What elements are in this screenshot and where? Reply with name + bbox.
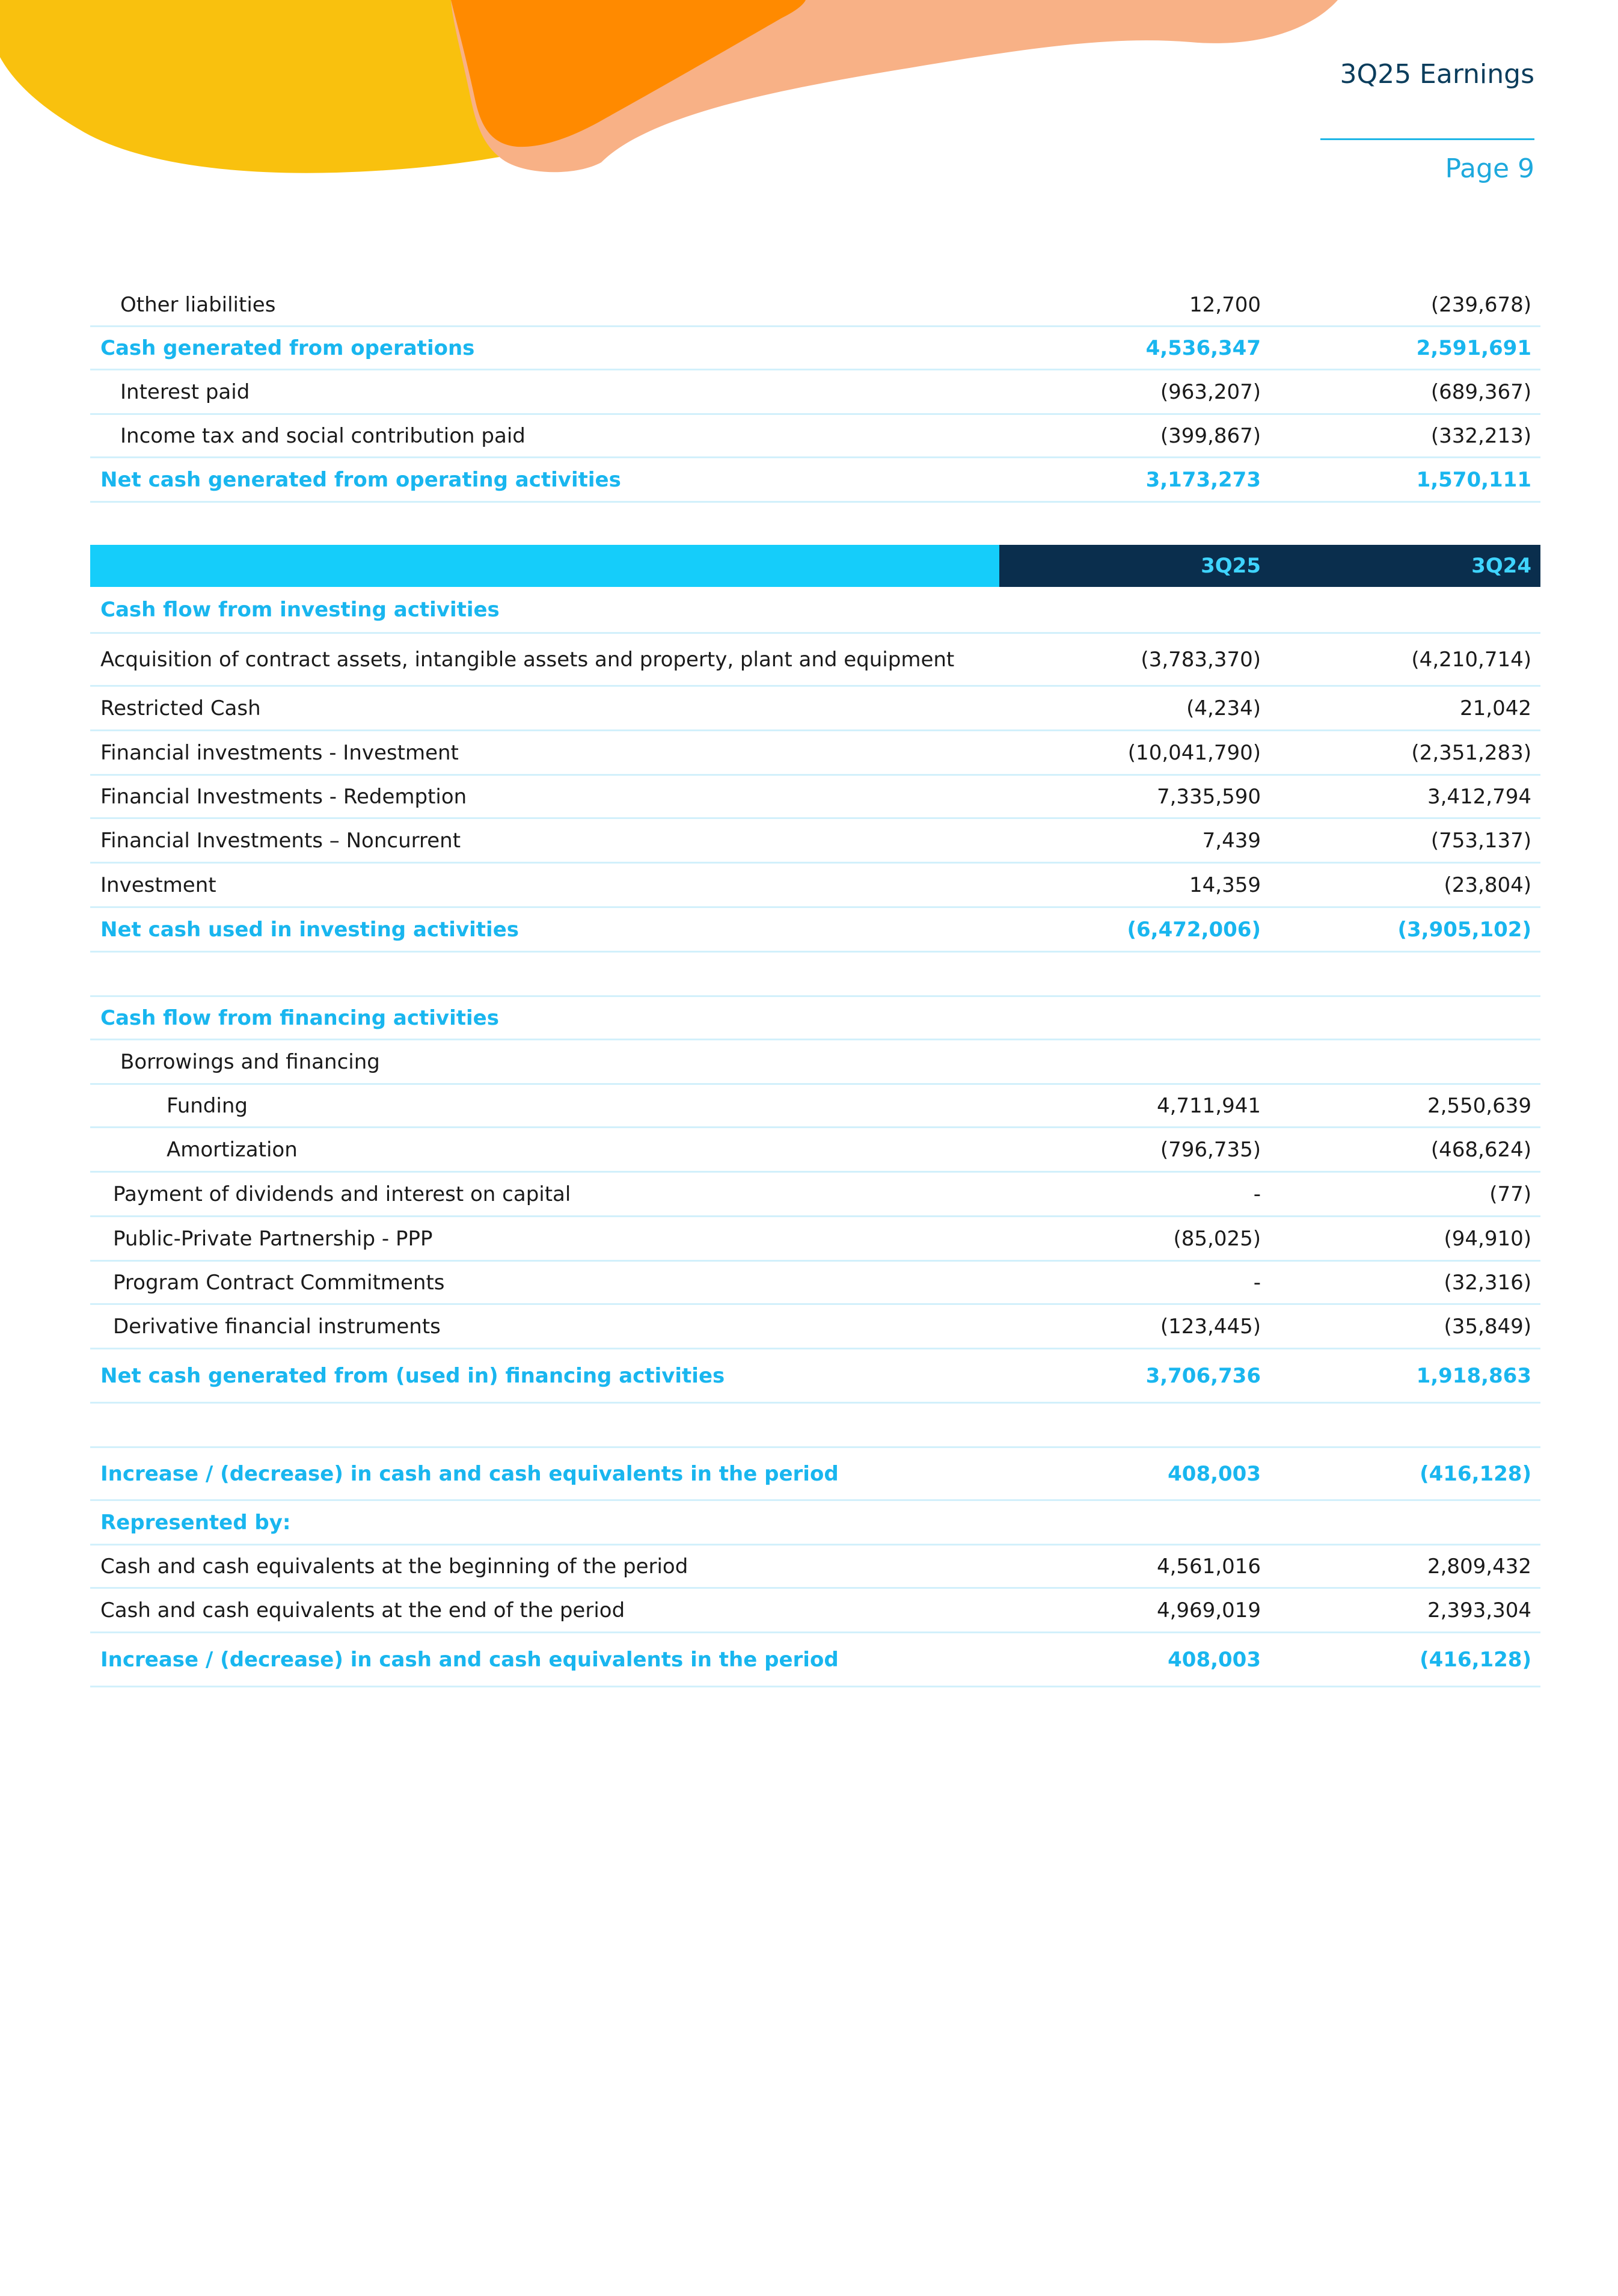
value-3q25: (399,867): [1160, 423, 1261, 448]
table-row: [90, 415, 1540, 458]
row-label: Investment: [100, 873, 216, 897]
value-3q24: 1,918,863: [1416, 1363, 1531, 1388]
value-3q25: (796,735): [1160, 1137, 1261, 1162]
value-3q25: -: [1253, 1182, 1261, 1206]
row-label: Cash generated from operations: [100, 336, 475, 360]
value-3q24: (468,624): [1430, 1137, 1531, 1162]
spacer-row: [90, 1404, 1540, 1448]
section-heading-financing: [90, 997, 1540, 1040]
row-label: Net cash used in investing activities: [100, 917, 519, 942]
row-label: Financial investments - Investment: [100, 740, 459, 765]
value-3q24: (2,351,283): [1411, 740, 1531, 765]
row-label: Net cash generated from operating activities: [100, 467, 621, 492]
value-3q25: (6,472,006): [1127, 917, 1261, 942]
column-header-3q25: 3Q25: [999, 545, 1270, 587]
row-label: Increase / (decrease) in cash and cash equivalents in the period: [100, 1461, 839, 1486]
row-label: Derivative financial instruments: [113, 1314, 441, 1339]
value-3q25: 7,439: [1202, 828, 1261, 853]
spacer-row: [90, 953, 1540, 997]
header-divider: [1320, 138, 1534, 140]
value-3q24: 2,591,691: [1416, 336, 1531, 360]
table-row: [90, 1128, 1540, 1173]
value-3q24: (416,128): [1420, 1647, 1531, 1672]
row-label: Amortization: [167, 1137, 298, 1162]
row-label: Other liabilities: [120, 292, 276, 317]
value-3q25: 408,003: [1168, 1461, 1261, 1486]
value-3q24: (23,804): [1444, 873, 1531, 897]
value-3q25: 4,536,347: [1145, 336, 1261, 360]
value-3q24: (77): [1489, 1182, 1531, 1206]
row-label: Cash and cash equivalents at the end of the period: [100, 1598, 625, 1622]
value-3q24: (35,849): [1444, 1314, 1531, 1339]
row-label: Payment of dividends and interest on capital: [113, 1182, 571, 1206]
subtotal-row: [90, 1633, 1540, 1687]
value-3q24: 21,042: [1460, 696, 1531, 720]
table-row: [90, 687, 1540, 731]
value-3q24: (416,128): [1420, 1461, 1531, 1486]
row-label: Cash flow from investing activities: [100, 597, 500, 622]
value-3q25: 7,335,590: [1156, 784, 1261, 809]
row-label: Public-Private Partnership - PPP: [113, 1226, 433, 1251]
table-row: [90, 819, 1540, 864]
row-label: Net cash generated from (used in) financing activities: [100, 1363, 725, 1388]
value-3q25: 408,003: [1168, 1647, 1261, 1672]
subtotal-row: [90, 1448, 1540, 1501]
value-3q24: 2,393,304: [1427, 1598, 1531, 1622]
value-3q25: 14,359: [1189, 873, 1261, 897]
row-label: Financial Investments - Redemption: [100, 784, 467, 809]
row-label: Represented by:: [100, 1510, 291, 1535]
subtotal-row: [90, 908, 1540, 953]
row-label: Acquisition of contract assets, intangible assets and property, plant and equipment: [100, 647, 955, 672]
document-title: 3Q25 Earnings: [1340, 59, 1534, 90]
value-3q25: (85,025): [1173, 1226, 1261, 1251]
value-3q24: (332,213): [1430, 423, 1531, 448]
value-3q24: (94,910): [1444, 1226, 1531, 1251]
value-3q24: (239,678): [1430, 292, 1531, 317]
row-label: Program Contract Commitments: [113, 1270, 445, 1295]
row-label: Cash flow from financing activities: [100, 1005, 499, 1030]
row-label: Restricted Cash: [100, 696, 261, 720]
value-3q25: 4,711,941: [1156, 1093, 1261, 1118]
row-label: Interest paid: [120, 379, 250, 404]
value-3q24: (753,137): [1430, 828, 1531, 853]
value-3q24: (689,367): [1430, 379, 1531, 404]
table-row: [90, 1217, 1540, 1262]
table-row: [90, 1173, 1540, 1217]
value-3q25: (3,783,370): [1141, 647, 1261, 672]
value-3q25: 3,706,736: [1145, 1363, 1261, 1388]
column-header-3q24: 3Q24: [1270, 545, 1540, 587]
value-3q24: 3,412,794: [1427, 784, 1531, 809]
value-3q24: 1,570,111: [1416, 467, 1531, 492]
column-header-band: [90, 545, 1540, 587]
page-number: Page 9: [1445, 153, 1534, 184]
value-3q25: -: [1253, 1270, 1261, 1295]
header-decoration: [0, 0, 1383, 180]
value-3q24: (4,210,714): [1411, 647, 1531, 672]
section-heading-represented-by: [90, 1501, 1540, 1546]
value-3q25: (4,234): [1186, 696, 1261, 720]
value-3q25: (10,041,790): [1127, 740, 1261, 765]
subtotal-row: [90, 1349, 1540, 1404]
table-row: [90, 731, 1540, 776]
row-label: Income tax and social contribution paid: [120, 423, 526, 448]
value-3q24: (32,316): [1444, 1270, 1531, 1295]
value-3q25: 4,561,016: [1156, 1554, 1261, 1579]
subtotal-row: [90, 327, 1540, 370]
table-row: [90, 864, 1540, 908]
table-row: [90, 1305, 1540, 1349]
table-row: [90, 1262, 1540, 1305]
table-row: [90, 284, 1540, 327]
table-row: [90, 776, 1540, 819]
section-heading-investing: [90, 587, 1540, 634]
subtotal-row: [90, 458, 1540, 503]
value-3q25: 3,173,273: [1145, 467, 1261, 492]
row-label: Financial Investments – Noncurrent: [100, 828, 461, 853]
value-3q25: 12,700: [1189, 292, 1261, 317]
table-row: [90, 634, 1540, 687]
table-row: [90, 1040, 1540, 1085]
table-row: [90, 1546, 1540, 1589]
table-row: [90, 1589, 1540, 1633]
row-label: Funding: [167, 1093, 248, 1118]
row-label: Borrowings and financing: [120, 1049, 380, 1074]
value-3q24: 2,809,432: [1427, 1554, 1531, 1579]
value-3q25: (963,207): [1160, 379, 1261, 404]
header-blank-cell: [90, 545, 999, 587]
value-3q24: 2,550,639: [1427, 1093, 1531, 1118]
row-label: Increase / (decrease) in cash and cash equivalents in the period: [100, 1647, 839, 1672]
value-3q24: (3,905,102): [1397, 917, 1531, 942]
table-row: [90, 370, 1540, 415]
row-label: Cash and cash equivalents at the beginning of the period: [100, 1554, 688, 1579]
table-row: [90, 1085, 1540, 1128]
value-3q25: (123,445): [1160, 1314, 1261, 1339]
value-3q25: 4,969,019: [1156, 1598, 1261, 1622]
